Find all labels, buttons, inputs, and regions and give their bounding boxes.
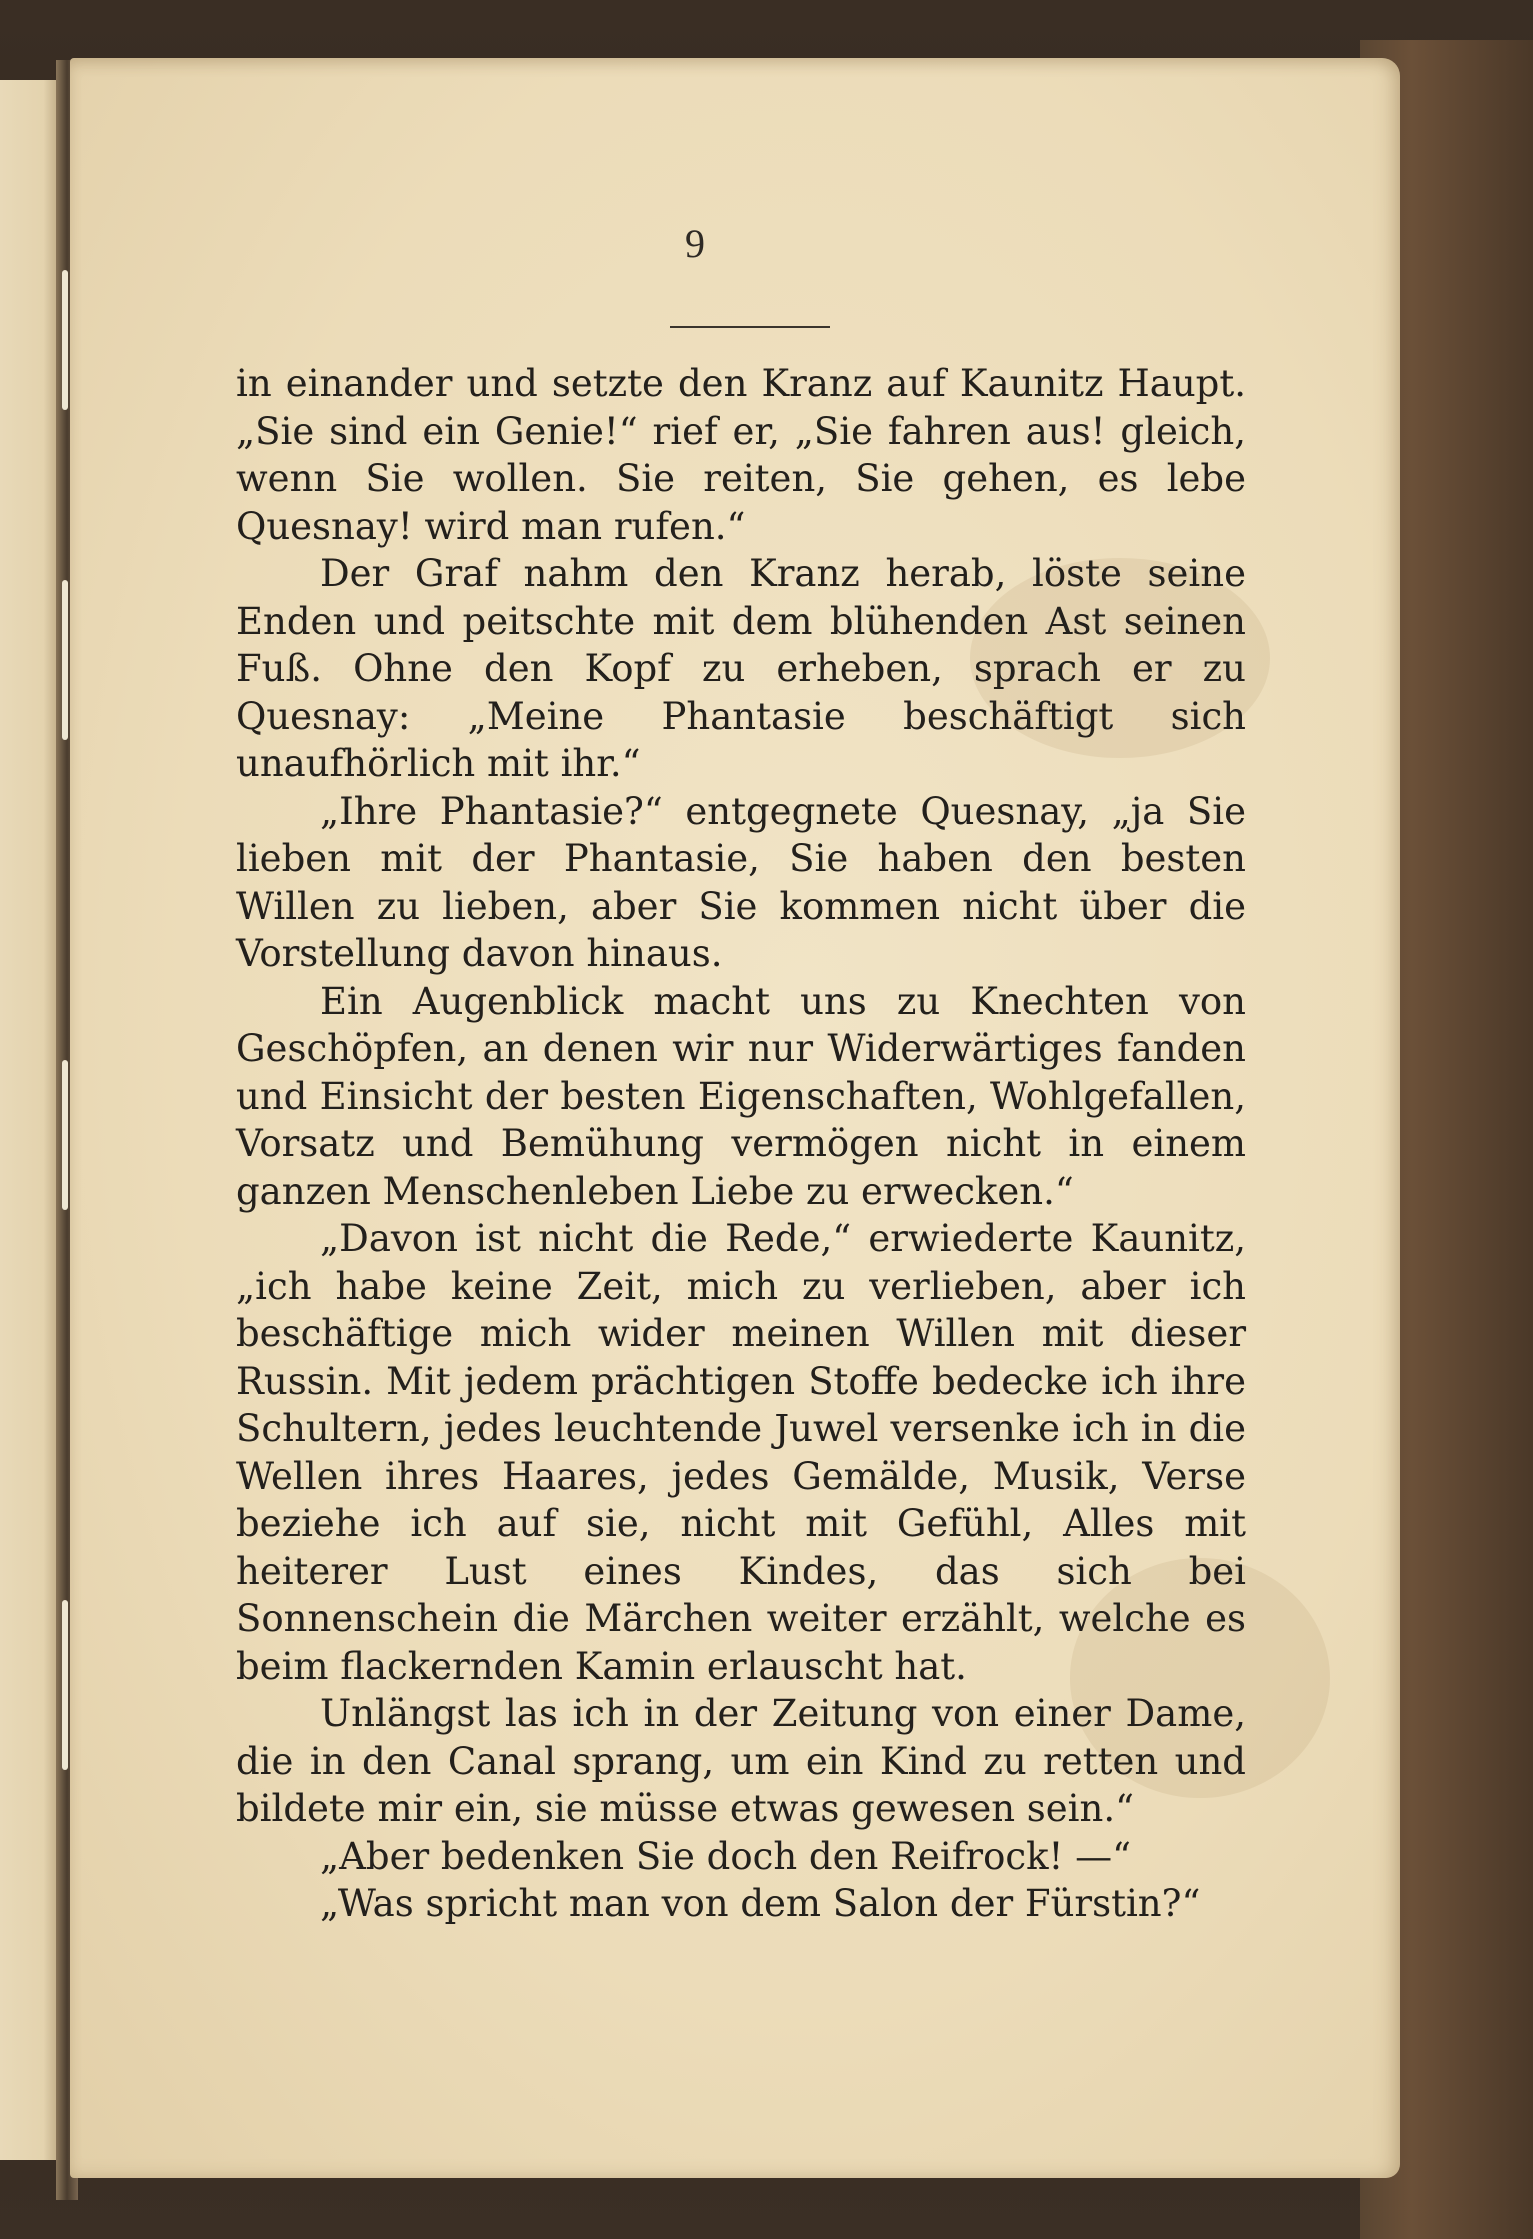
paragraph: in einander und setzte den Kranz auf Kaunitz Haupt. „Sie sind ein Genie!“ rief er, „Sie fahren aus! gleich, wenn Sie wollen. Sie reiten, Sie gehen, es lebe Quesnay! wird man rufen.“	[236, 362, 1246, 548]
paragraph: Unlängst las ich in der Zeitung von einer Dame, die in den Canal sprang, um ein Kind zu retten und bildete mir ein, sie müsse etwas gewesen sein.“	[236, 1692, 1246, 1830]
paragraph: „Was spricht man von dem Salon der Fürstin?“	[320, 1882, 1201, 1925]
paragraph: „Davon ist nicht die Rede,“ erwiederte Kaunitz, „ich habe keine Zeit, mich zu verlieben, aber ich beschäftige mich wider meinen Willen mit dieser Russin. Mit jedem prächtigen Stoffe bedecke ich ihre Schultern, jedes leuchtende Juwel versenke ich in die Wellen ihres Haares, jedes Gemälde, Musik, Verse beziehe ich auf sie, nicht mit Gefühl, Alles mit heiterer Lust eines Kindes, das sich bei Sonnenschein die Märchen weiter erzählt, welche es beim flackernden Kamin erlauscht hat.	[236, 1217, 1246, 1688]
binding-thread	[62, 1060, 68, 1210]
paragraph: Der Graf nahm den Kranz herab, löste seine Enden und peitschte mit dem blühenden Ast seinen Fuß. Ohne den Kopf zu erheben, sprach er zu Quesnay: „Meine Phantasie beschäftigt sich unaufhörlich mit ihr.“	[236, 552, 1246, 785]
paragraph: „Ihre Phantasie?“ entgegnete Quesnay, „ja Sie lieben mit der Phantasie, Sie haben den besten Willen zu lieben, aber Sie kommen nicht über die Vorstellung davon hinaus.	[236, 789, 1246, 975]
left-page-edge	[0, 80, 62, 2160]
paragraph: „Aber bedenken Sie doch den Reifrock! —“	[320, 1834, 1132, 1878]
binding-thread	[62, 580, 68, 740]
binding-thread	[62, 270, 68, 410]
binding-thread	[62, 1600, 68, 1770]
body-text	[236, 360, 1246, 1928]
page-number: 9	[685, 221, 705, 266]
paragraph: Ein Augenblick macht uns zu Knechten von Geschöpfen, an denen wir nur Widerwärtiges fanden und Einsicht der besten Eigenschaften, Wohlgefallen, Vorsatz und Bemühung vermögen nicht in einem ganzen Menschenleben Liebe zu erwecken.“	[236, 979, 1246, 1213]
header-rule	[670, 326, 830, 328]
